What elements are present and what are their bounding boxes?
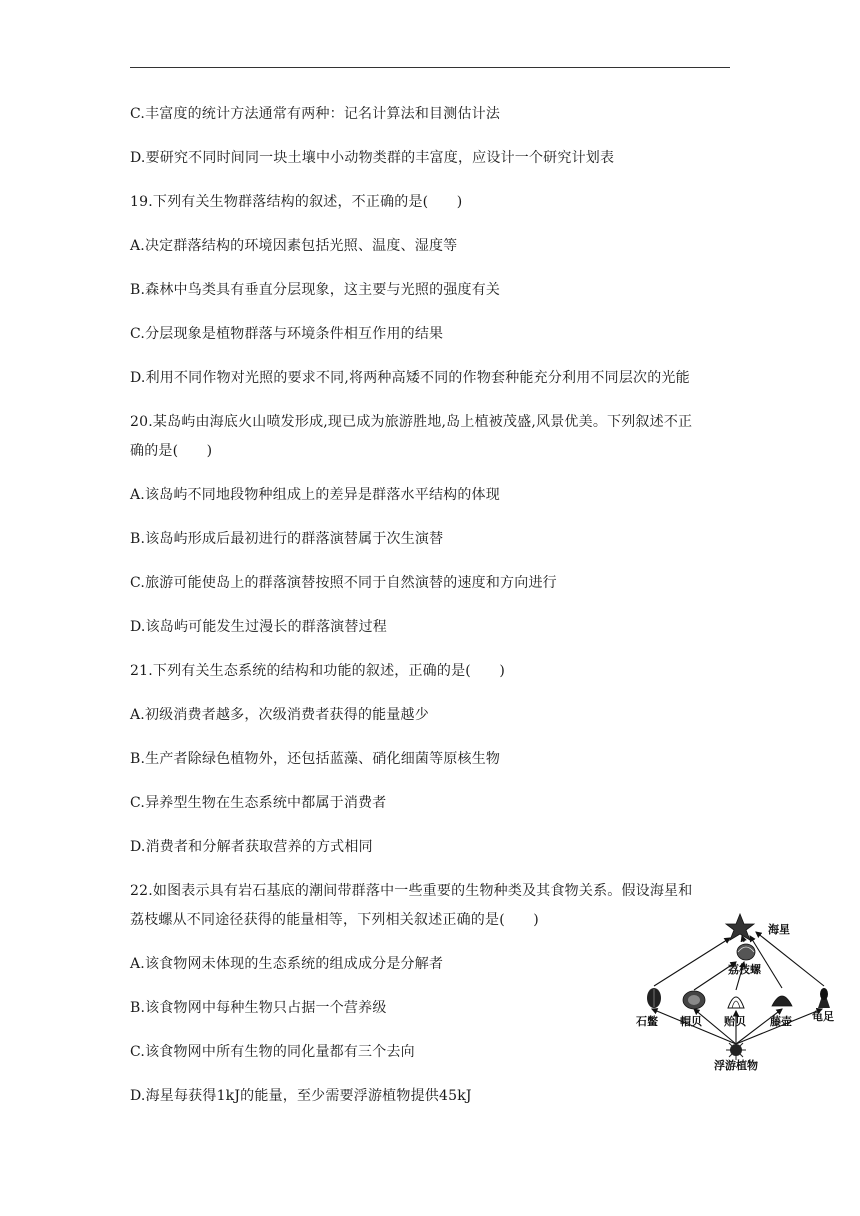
- option-20a: A.该岛屿不同地段物种组成上的差异是群落水平结构的体现: [130, 487, 500, 503]
- option-22c: C.该食物网中所有生物的同化量都有三个去向: [130, 1044, 415, 1060]
- option-21a: A.初级消费者越多，次级消费者获得的能量越少: [130, 707, 429, 723]
- mussel-icon: [683, 991, 705, 1009]
- label-barnacle: 石鳖: [636, 1015, 658, 1028]
- label-starfish: 海星: [768, 923, 790, 936]
- question-21-stem: 21.下列有关生态系统的结构和功能的叙述，正确的是( ): [130, 663, 505, 679]
- lychee-snail-icon: [737, 944, 755, 960]
- option-21d: D.消费者和分解者获取营养的方式相同: [130, 839, 373, 855]
- label-turtle-foot: 龟足: [812, 1010, 834, 1023]
- question-19-stem: 19.下列有关生物群落结构的叙述，不正确的是( ): [130, 194, 463, 210]
- question-22-stem-line1: 22.如图表示具有岩石基底的潮间带群落中一些重要的生物种类及其食物关系。假设海星和: [130, 883, 693, 899]
- option-19b: B.森林中鸟类具有垂直分层现象，这主要与光照的强度有关: [130, 282, 501, 298]
- label-mussel: 帽贝: [680, 1015, 702, 1028]
- option-18d: D.要研究不同时间同一块土壤中小动物类群的丰富度，应设计一个研究计划表: [130, 150, 615, 166]
- option-18c: C.丰富度的统计方法通常有两种：记名计算法和目测估计法: [130, 106, 501, 122]
- option-22d: D.海星每获得1kJ的能量，至少需要浮游植物提供45kJ: [130, 1088, 472, 1104]
- option-20c: C.旅游可能使岛上的群落演替按照不同于自然演替的速度和方向进行: [130, 575, 557, 591]
- option-19d: D.利用不同作物对光照的要求不同,将两种高矮不同的作物套种能充分利用不同层次的光能: [130, 370, 690, 386]
- bivalve-icon: [772, 996, 792, 1006]
- barnacle-icon: [647, 988, 661, 1008]
- option-22b: B.该食物网中每种生物只占据一个营养级: [130, 1000, 387, 1016]
- label-limpet: 贻贝: [724, 1015, 746, 1028]
- label-plankton: 浮游植物: [714, 1059, 758, 1072]
- option-21c: C.异养型生物在生态系统中都属于消费者: [130, 795, 387, 811]
- question-20-stem-line1: 20.某岛屿由海底火山喷发形成,现已成为旅游胜地,岛上植被茂盛,风景优美。下列叙述不正: [130, 414, 693, 430]
- turtle-foot-icon: [818, 988, 830, 1008]
- option-21b: B.生产者除绿色植物外，还包括蓝藻、硝化细菌等原核生物: [130, 751, 501, 767]
- starfish-icon: [726, 914, 754, 940]
- plankton-icon: [726, 1040, 746, 1060]
- option-20b: B.该岛屿形成后最初进行的群落演替属于次生演替: [130, 531, 444, 547]
- limpet-icon: [728, 997, 744, 1008]
- label-lychee-snail: 荔枝螺: [728, 963, 761, 976]
- question-22-stem-line2: 荔枝螺从不同途径获得的能量相等，下列相关叙述正确的是( ): [130, 912, 539, 928]
- header-rule: [130, 67, 730, 68]
- option-19c: C.分层现象是植物群落与环境条件相互作用的结果: [130, 326, 444, 342]
- label-bivalve: 藤壶: [770, 1015, 792, 1028]
- question-20-stem-line2: 确的是( ): [130, 443, 213, 459]
- option-20d: D.该岛屿可能发生过漫长的群落演替过程: [130, 619, 387, 635]
- option-22a: A.该食物网未体现的生态系统的组成成分是分解者: [130, 956, 444, 972]
- option-19a: A.决定群落结构的环境因素包括光照、温度、湿度等: [130, 238, 458, 254]
- food-web-diagram: [632, 912, 836, 1072]
